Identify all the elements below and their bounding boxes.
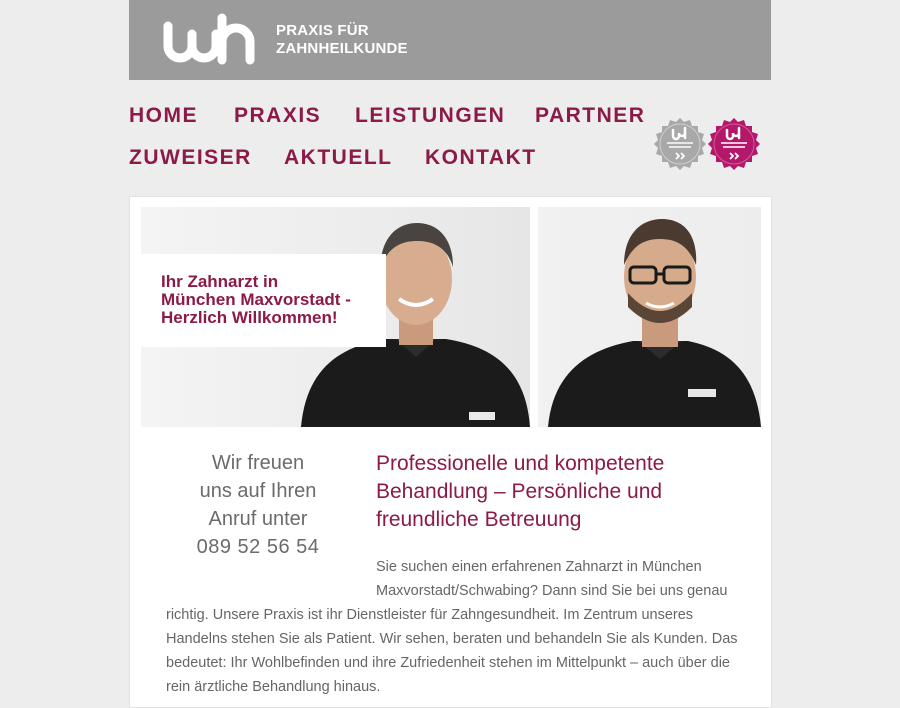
nav-item-partner[interactable]: PARTNER xyxy=(535,104,646,127)
hero-photo-dentist-2 xyxy=(538,207,761,427)
intro-paragraph xyxy=(166,555,746,699)
nav-item-praxis[interactable]: PRAXIS xyxy=(234,104,322,127)
wh-logo-icon[interactable] xyxy=(162,12,258,66)
contact-line-3: Anruf unter xyxy=(208,508,308,530)
logo-line-2: ZAHNHEILKUNDE xyxy=(276,40,408,57)
content-card xyxy=(129,196,772,708)
contact-line-1: Wir freuen xyxy=(211,452,305,474)
site-header xyxy=(129,0,771,80)
contact-line-2: uns auf Ihren xyxy=(199,480,317,502)
nav-item-kontakt[interactable]: KONTAKT xyxy=(425,146,537,169)
nav-item-zuweiser[interactable]: ZUWEISER xyxy=(129,146,252,169)
nav-item-leistungen[interactable]: LEISTUNGEN xyxy=(355,104,506,127)
contact-phone-box xyxy=(160,449,356,561)
logo-line-1: PRAXIS FÜR xyxy=(276,22,369,39)
dentist-portrait-illustration-2 xyxy=(538,207,761,427)
implantology-link-grey-badge-icon[interactable] xyxy=(652,116,708,172)
contact-phone-number[interactable]: 089 52 56 54 xyxy=(196,536,320,558)
intro-paragraph-rest: richtig. Unsere Praxis ist ihr Dienstleister für Zahngesundheit. Im Zentrum unseres Handelns stehen Sie als Patient. Wir sehen, beraten und behandeln Sie als Kunden. Das bedeutet: Ihr Wohlbefinden und ihre Zufriedenheit stehen im Mittelpunkt – auch über die rein ärztliche Behandlung hinaus. xyxy=(166,607,738,695)
hero-caption-box xyxy=(141,254,386,347)
nav-item-home[interactable]: HOME xyxy=(129,104,198,127)
implantology-link-magenta-badge-icon[interactable] xyxy=(706,116,762,172)
main-headline: Professionelle und kompetente Behandlung – Persönliche und freundliche Betreuung xyxy=(376,452,665,531)
nav-item-aktuell[interactable]: AKTUELL xyxy=(284,146,393,169)
logo-wordmark[interactable] xyxy=(276,22,408,58)
hero-caption: Ihr Zahnarzt in München Maxvorstadt - Herzlich Willkommen! xyxy=(161,272,351,327)
intro-paragraph-start: Sie suchen einen erfahrenen Zahnarzt in München Maxvorstadt/Schwabing? Dann sind Sie bei uns genau xyxy=(376,559,728,599)
